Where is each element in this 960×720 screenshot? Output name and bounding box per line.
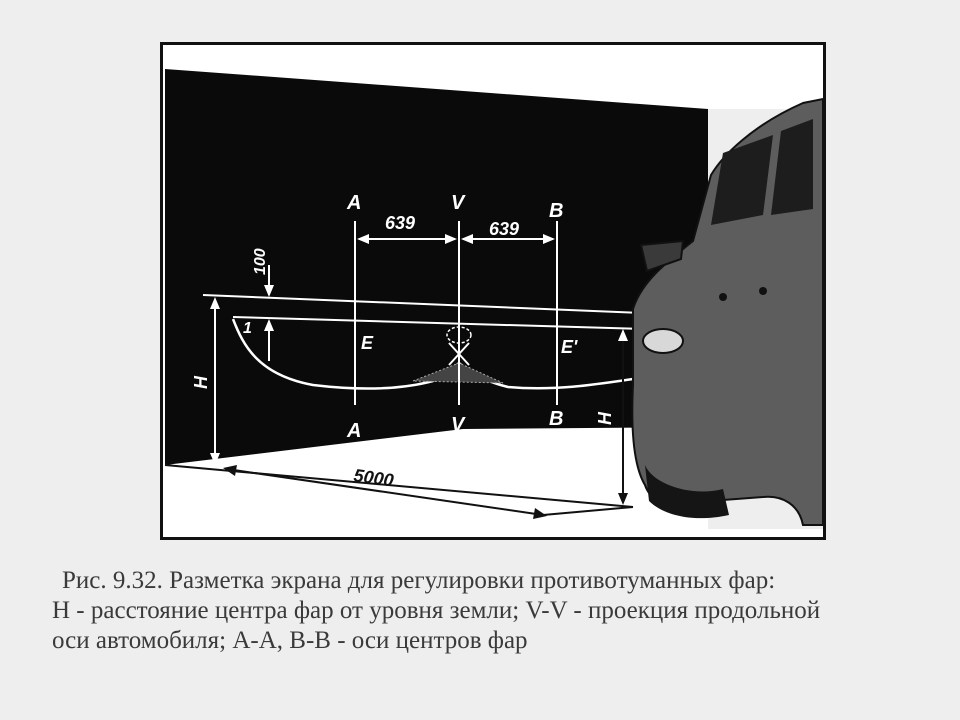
label-e-right: E' [561, 337, 578, 357]
dimension-label-right: 639 [489, 219, 520, 239]
label-b-top: B [549, 200, 564, 222]
label-mark-1: 1 [243, 320, 252, 337]
headlight-screen-diagram [163, 45, 823, 537]
distance-extension [543, 507, 633, 515]
label-h-right: H [595, 412, 615, 425]
distance-arrowhead-end [533, 508, 547, 519]
label-b-bottom: B [549, 408, 564, 430]
label-a-top: A [347, 192, 362, 214]
figure-frame [160, 42, 826, 540]
h-right-arrowhead-bottom [618, 493, 628, 505]
caption-line-2: Н - расстояние центра фар от уровня земли; V-V - проекция продольной [52, 597, 821, 624]
offset-label-100: 100 [252, 248, 269, 275]
label-v-bottom: V [451, 414, 465, 436]
distance-label-5000: 5000 [352, 465, 395, 491]
dimension-label-left: 639 [385, 213, 416, 233]
label-h-left: H [191, 376, 211, 389]
label-v-top: V [451, 192, 465, 214]
adjustment-screen [165, 69, 708, 465]
cropped-text-fragment [0, 0, 960, 8]
label-e-left: E [361, 333, 374, 353]
caption-line-1: Рис. 9.32. Разметка экрана для регулировки противотуманных фар: [62, 567, 776, 594]
label-a-bottom: A [347, 420, 362, 442]
figure-caption [40, 566, 940, 656]
caption-line-3: оси автомобиля; А-А, В-В - оси центров фар [52, 627, 528, 654]
